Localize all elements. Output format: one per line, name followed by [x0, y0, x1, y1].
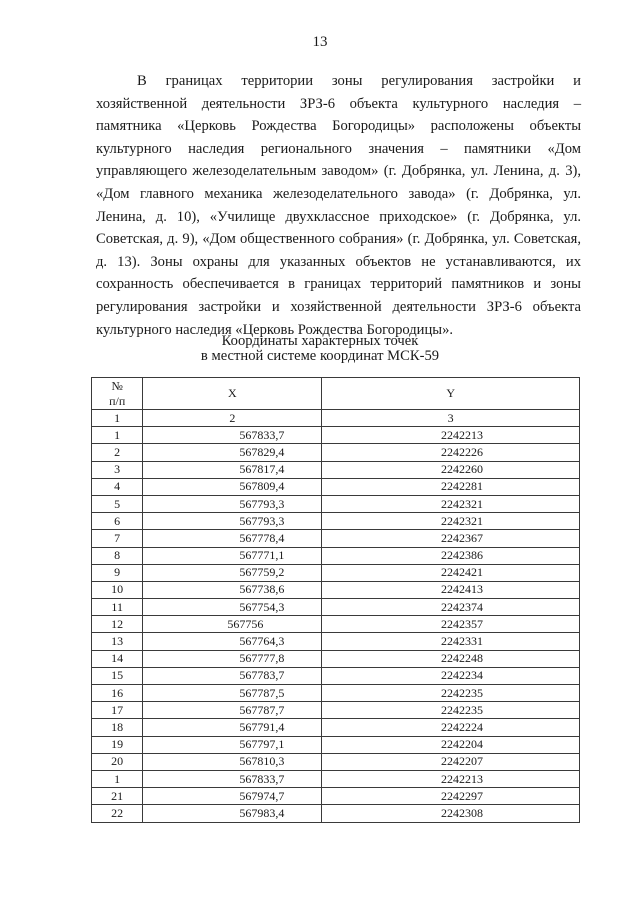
table-row — [92, 650, 580, 667]
y-coordinate-cell: 2242224 — [322, 719, 580, 736]
y-coordinate-cell: 2242260 — [322, 461, 580, 478]
y-coordinate-cell: 2242234 — [322, 667, 580, 684]
point-number-cell: 2 — [92, 444, 143, 461]
x-coordinate-cell: 567777,8 — [143, 650, 322, 667]
x-coordinate-cell: 567783,7 — [143, 667, 322, 684]
table-header-row — [92, 378, 580, 410]
point-number-cell: 17 — [92, 702, 143, 719]
x-coordinate-cell: 567771,1 — [143, 547, 322, 564]
index-cell-1: 1 — [92, 410, 143, 427]
x-coordinate-cell: 567764,3 — [143, 633, 322, 650]
x-coordinate-cell: 567793,3 — [143, 495, 322, 512]
y-coordinate-cell: 2242308 — [322, 805, 580, 822]
point-number-cell: 14 — [92, 650, 143, 667]
point-number-cell: 3 — [92, 461, 143, 478]
y-coordinate-cell: 2242331 — [322, 633, 580, 650]
header-number-symbol: № — [111, 378, 123, 393]
x-coordinate-cell: 567738,6 — [143, 581, 322, 598]
point-number-cell: 22 — [92, 805, 143, 822]
table-row — [92, 564, 580, 581]
table-row — [92, 427, 580, 444]
x-coordinate-cell: 567793,3 — [143, 513, 322, 530]
y-coordinate-cell: 2242213 — [322, 770, 580, 787]
header-number-abbr: п/п — [109, 393, 126, 408]
table-row — [92, 753, 580, 770]
table-row — [92, 788, 580, 805]
table-row — [92, 805, 580, 822]
point-number-cell: 19 — [92, 736, 143, 753]
table-row — [92, 719, 580, 736]
table-title-line-2: в местной системе координат МСК-59 — [200, 348, 440, 364]
x-coordinate-cell: 567833,7 — [143, 427, 322, 444]
point-number-cell: 11 — [92, 599, 143, 616]
coordinates-table — [91, 377, 580, 823]
point-number-cell: 9 — [92, 564, 143, 581]
y-coordinate-cell: 2242235 — [322, 685, 580, 702]
x-coordinate-cell: 567810,3 — [143, 753, 322, 770]
point-number-cell: 1 — [92, 770, 143, 787]
x-coordinate-cell: 567787,7 — [143, 702, 322, 719]
page-number: 13 — [312, 34, 328, 50]
y-coordinate-cell: 2242413 — [322, 581, 580, 598]
table-row — [92, 599, 580, 616]
y-coordinate-cell: 2242207 — [322, 753, 580, 770]
table-row — [92, 461, 580, 478]
table-row — [92, 478, 580, 495]
point-number-cell: 5 — [92, 495, 143, 512]
y-coordinate-cell: 2242235 — [322, 702, 580, 719]
table-row — [92, 702, 580, 719]
table-title — [0, 334, 640, 364]
table-row — [92, 530, 580, 547]
column-index-row — [92, 410, 580, 427]
point-number-cell: 10 — [92, 581, 143, 598]
x-coordinate-cell: 567759,2 — [143, 564, 322, 581]
x-coordinate-cell: 567809,4 — [143, 478, 322, 495]
point-number-cell: 13 — [92, 633, 143, 650]
header-y: Y — [322, 378, 580, 410]
x-coordinate-cell: 567791,4 — [143, 719, 322, 736]
point-number-cell: 12 — [92, 616, 143, 633]
y-coordinate-cell: 2242321 — [322, 513, 580, 530]
y-coordinate-cell: 2242421 — [322, 564, 580, 581]
y-coordinate-cell: 2242357 — [322, 616, 580, 633]
y-coordinate-cell: 2242281 — [322, 478, 580, 495]
x-coordinate-cell: 567974,7 — [143, 788, 322, 805]
table-title-line-1: Координаты характерных точек — [221, 333, 419, 349]
y-coordinate-cell: 2242386 — [322, 547, 580, 564]
y-coordinate-cell: 2242248 — [322, 650, 580, 667]
table-row — [92, 667, 580, 684]
table-row — [92, 581, 580, 598]
point-number-cell: 4 — [92, 478, 143, 495]
table-row — [92, 685, 580, 702]
point-number-cell: 20 — [92, 753, 143, 770]
x-coordinate-cell: 567797,1 — [143, 736, 322, 753]
x-coordinate-cell: 567778,4 — [143, 530, 322, 547]
x-coordinate-cell: 567817,4 — [143, 461, 322, 478]
x-coordinate-cell: 567756 — [143, 616, 322, 633]
table-row — [92, 495, 580, 512]
y-coordinate-cell: 2242321 — [322, 495, 580, 512]
body-paragraph: В границах территории зоны регулирования застройки и хозяйственной деятельности ЗРЗ-6 объекта культурного наследия – памятника «Церковь Рождества Богородицы» расположены объекты культурного наследия регионального значения – памятники «Дом управляющего железоделательным заводом» (г. Добрянка, ул. Ленина, д. 3), «Дом главного механика железоделательного завода» (г. Добрянка, ул. Ленина, д. 10), «Училище двухклассное приходское» (г. Добрянка, ул. Советская, д. 9), «Дом общественного собрания» (г. Добрянка, ул. Советская, д. 13). Зоны охраны для указанных объектов не устанавливаются, их сохранность обеспечивается в границах территорий памятников и зоны регулирования застройки и хозяйственной деятельности ЗРЗ-6 объекта культурного наследия «Церковь Рождества Богородицы». — [96, 73, 581, 338]
point-number-cell: 6 — [92, 513, 143, 530]
point-number-cell: 18 — [92, 719, 143, 736]
header-number — [92, 378, 143, 410]
point-number-cell: 21 — [92, 788, 143, 805]
table-row — [92, 770, 580, 787]
index-cell-2: 2 — [143, 410, 322, 427]
table-row — [92, 616, 580, 633]
x-coordinate-cell: 567754,3 — [143, 599, 322, 616]
y-coordinate-cell: 2242374 — [322, 599, 580, 616]
table-row — [92, 444, 580, 461]
table-row — [92, 547, 580, 564]
table-row — [92, 736, 580, 753]
header-x: X — [143, 378, 322, 410]
table-row — [92, 633, 580, 650]
point-number-cell: 15 — [92, 667, 143, 684]
x-coordinate-cell: 567829,4 — [143, 444, 322, 461]
x-coordinate-cell: 567833,7 — [143, 770, 322, 787]
y-coordinate-cell: 2242204 — [322, 736, 580, 753]
table-row — [92, 513, 580, 530]
y-coordinate-cell: 2242226 — [322, 444, 580, 461]
point-number-cell: 1 — [92, 427, 143, 444]
y-coordinate-cell: 2242297 — [322, 788, 580, 805]
index-cell-3: 3 — [322, 410, 580, 427]
point-number-cell: 8 — [92, 547, 143, 564]
x-coordinate-cell: 567787,5 — [143, 685, 322, 702]
x-coordinate-cell: 567983,4 — [143, 805, 322, 822]
point-number-cell: 16 — [92, 685, 143, 702]
y-coordinate-cell: 2242367 — [322, 530, 580, 547]
point-number-cell: 7 — [92, 530, 143, 547]
y-coordinate-cell: 2242213 — [322, 427, 580, 444]
